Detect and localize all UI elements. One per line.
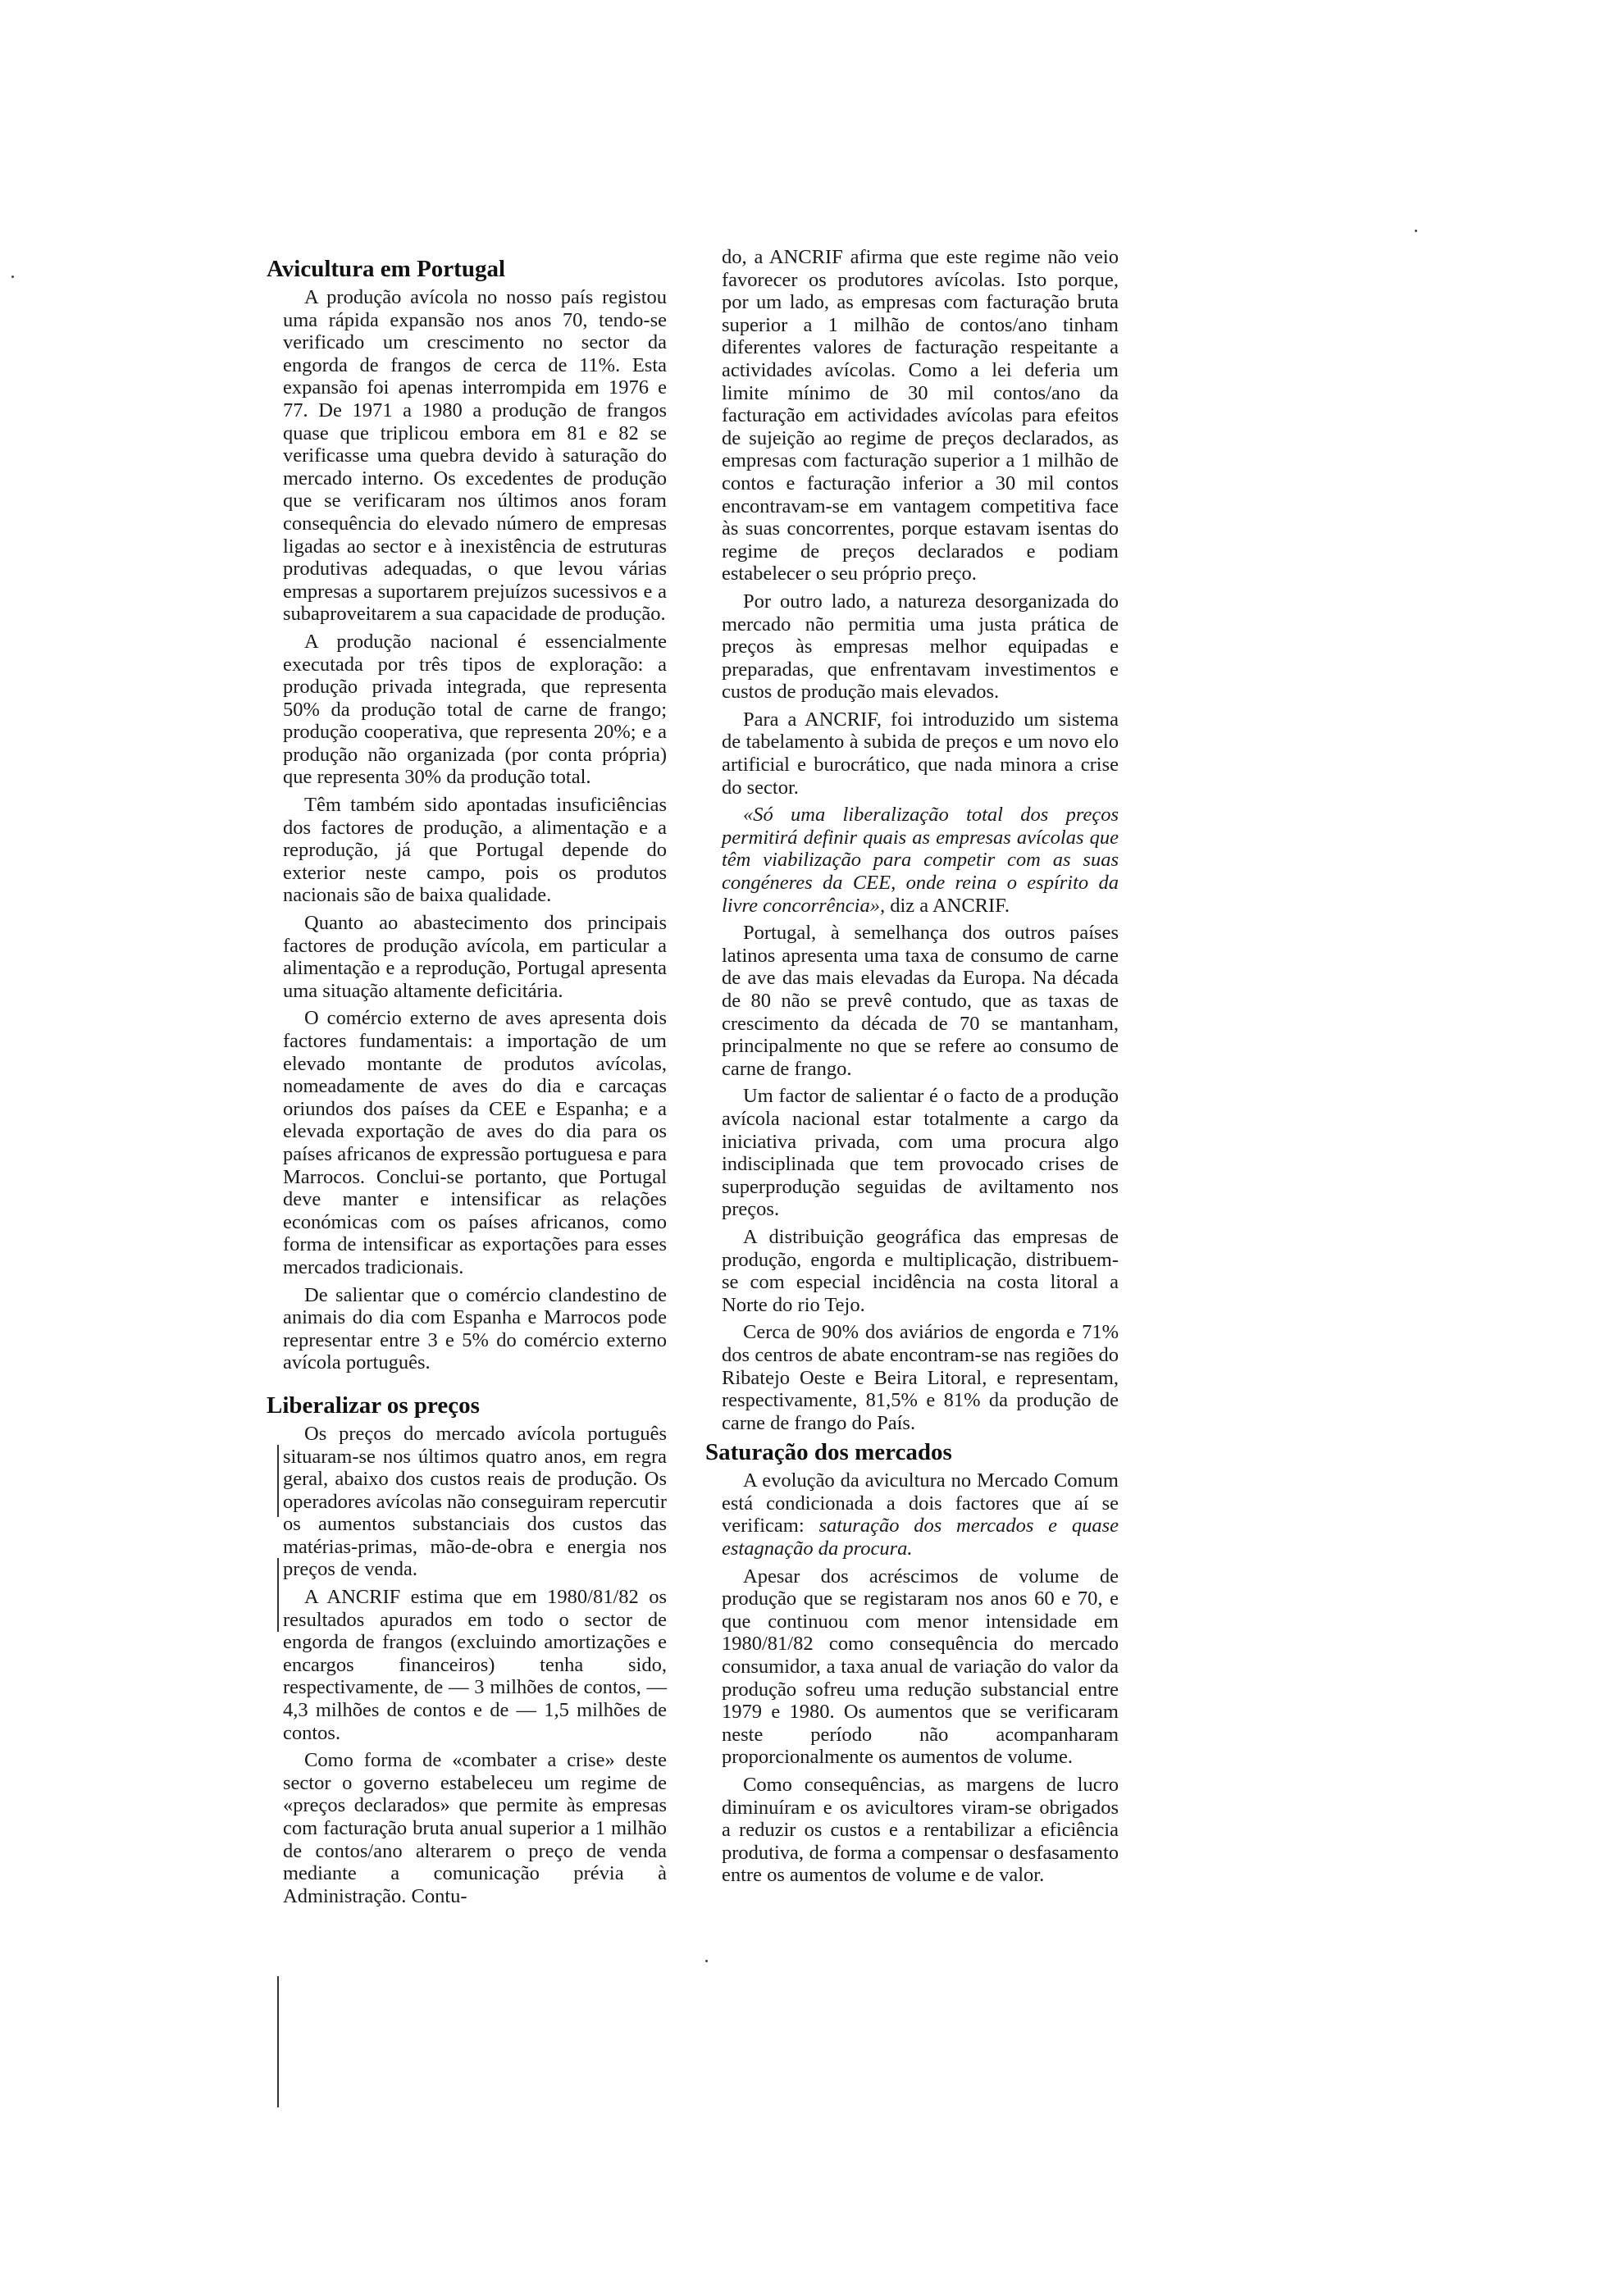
paragraph: Como consequências, as margens de lucro diminuíram e os avicultores viram-se obrigados a reduzir os custos e a rentabilizar a eficiência produtiva, de forma a compensar o desfasamento entre os aumentos de volume e de valor.	[722, 1774, 1119, 1887]
section-heading-liberalizar: Liberalizar os preços	[267, 1392, 480, 1419]
paragraph: Têm também sido apontadas insuficiências dos factores de produção, a alimentação e a reprodução, já que Portugal depende do exterior neste campo, pois os produtos nacionais são de baixa qualidade.	[283, 794, 667, 907]
paragraph: A produção avícola no nosso país registou uma rápida expansão nos anos 70, tendo-se verificado um crescimento no sector da engorda de frangos de cerca de 11%. Esta expansão foi apenas interrompida em 1976 e 77. De 1971 a 1980 a produção de frangos quase que triplicou embora em 81 e 82 se verificasse uma quebra devido à saturação do mercado interno. Os excedentes de produção que se verificaram nos últimos anos foram consequência do elevado número de empresas ligadas ao sector e à inexistência de estruturas produtivas adequadas, o que levou várias empresas a suportarem prejuízos sucessivos e a subaproveitarem a sua capacidade de produção.	[283, 286, 667, 626]
paragraph: A ANCRIF estima que em 1980/81/82 os resultados apurados em todo o sector de engorda de frangos (excluindo amortizações e encargos financeiros) tenha sido, respectivamente, de — 3 milhões de contos, — 4,3 milhões de contos e de — 1,5 milhões de contos.	[283, 1586, 667, 1744]
quote-paragraph	[722, 804, 1119, 917]
paragraph: Portugal, à semelhança dos outros países latinos apresenta uma taxa de consumo de carne de ave das mais elevadas da Europa. Na década de 80 não se prevê contudo, que as taxas de crescimento da década de 70 se mantanham, principalmente no que se refere ao consumo de carne de frango.	[722, 922, 1119, 1080]
margin-rule	[277, 1445, 279, 1517]
paragraph: Cerca de 90% dos aviários de engorda e 71% dos centros de abate encontram-se nas regiões do Ribatejo Oeste e Beira Litoral, e representam, respectivamente, 81,5% e 81% da produção de carne de frango do País.	[722, 1321, 1119, 1434]
paragraph-continued: do, a ANCRIF afirma que este regime não veio favorecer os produtores avícolas. Isto porque, por um lado, as empresas com facturação bruta superior a 1 milhão de contos/ano tinham diferentes valores de facturação respeitante a actividades avícolas. Como a lei deferia um limite mínimo de 30 mil contos/ano da facturação em actividades avícolas para efeitos de sujeição ao regime de preços declarados, as empresas com facturação superior a 1 milhão de contos e facturação inferior a 30 mil contos encontravam-se em vantagem competitiva face às suas concorrentes, porque estavam isentas do regime de preços declarados e podiam estabelecer o seu próprio preço.	[722, 246, 1119, 585]
paragraph: Quanto ao abastecimento dos principais factores de produção avícola, em particular a alimentação e a reprodução, Portugal apresenta uma situação altamente deficitária.	[283, 912, 667, 1002]
paragraph-emphasis: saturação dos mercados e quase estagnação da procura.	[722, 1515, 1119, 1560]
paragraph: A distribuição geográfica das empresas de produção, engorda e multiplicação, distribuem-se com especial incidência na costa litoral a Norte do rio Tejo.	[722, 1225, 1119, 1316]
ancrif-quote: «Só uma liberalização total dos preços permitirá definir quais as empresas avícolas que têm viabilização para competir com as suas congéneres da CEE, onde reina o espírito da livre concorrência»,	[722, 804, 1119, 917]
article-column-right	[705, 246, 1119, 1892]
paragraph: Para a ANCRIF, foi introduzido um sistema de tabelamento à subida de preços e um novo elo artificial e burocrático, que nada minora a crise do sector.	[722, 708, 1119, 799]
paragraph: O comércio externo de aves apresenta dois factores fundamentais: a importação de um elevado montante de produtos avícolas, nomeadamente de aves do dia e carcaças oriundos dos países da CEE e Espanha; e a elevada exportação de aves do dia para os países africanos de expressão portuguesa e para Marrocos. Conclui-se portanto, que Portugal deve manter e intensificar as relações económicas com os países africanos, como forma de intensificar as exportações para esses mercados tradicionais.	[283, 1007, 667, 1278]
paragraph: Por outro lado, a natureza desorganizada do mercado não permitia uma justa prática de preços às empresas melhor equipadas e preparadas, que enfrentavam investimentos e custos de produção mais elevados.	[722, 590, 1119, 704]
paragraph: Os preços do mercado avícola português situaram-se nos últimos quatro anos, em regra geral, abaixo dos custos reais de produção. Os operadores avícolas não conseguiram repercutir os aumentos substanciais dos custos das matérias-primas, mão-de-obra e energia nos preços de venda.	[283, 1422, 668, 1581]
paragraph: A produção nacional é essencialmente executada por três tipos de exploração: a produção privada integrada, que representa 50% da produção total de carne de frango; produção cooperativa, que representa 20%; e a produção não organizada (por conta própria) que representa 30% da produção total.	[283, 630, 667, 789]
section-heading-avicultura: Avicultura em Portugal	[267, 256, 506, 282]
paragraph	[722, 1469, 1119, 1560]
quote-attribution: diz a ANCRIF.	[890, 894, 1010, 917]
scan-speck	[11, 276, 14, 278]
paragraph: De salientar que o comércio clandestino de animais do dia com Espanha e Marrocos pode representar entre 3 e 5% do comércio externo avícola português.	[283, 1283, 667, 1374]
scan-speck	[705, 1960, 708, 1962]
margin-rule	[277, 1558, 279, 1632]
margin-rule	[277, 1976, 279, 2107]
paragraph: Apesar dos acréscimos de volume de produção que se registaram nos anos 60 e 70, e que continuou com menor intensidade em 1980/81/82 como consequência do mercado consumidor, a taxa anual de variação do valor da produção sofreu uma redução substancial entre 1979 e 1980. Os aumentos que se verificaram neste período não acompanharam proporcionalmente os aumentos de volume.	[722, 1565, 1119, 1769]
scan-speck	[1415, 230, 1417, 232]
section-heading-saturacao: Saturação dos mercados	[705, 1439, 952, 1466]
paragraph: Como forma de «combater a crise» deste sector o governo estabeleceu um regime de «preços declarados» que permite às empresas com facturação bruta anual superior a 1 milhão de contos/ano alterarem o preço de venda mediante a comunicação prévia à Administração. Contu-	[283, 1749, 667, 1907]
article-column-left	[267, 256, 668, 1912]
paragraph: Um factor de salientar é o facto de a produção avícola nacional estar totalmente a cargo da iniciativa privada, com uma procura algo indisciplinada que tem provocado crises de superprodução seguidas de aviltamento nos preços.	[722, 1085, 1119, 1221]
paragraph-lead: A evolução da avicultura no Mercado Comum está condicionada a dois factores que aí se verificam:	[722, 1469, 1119, 1538]
